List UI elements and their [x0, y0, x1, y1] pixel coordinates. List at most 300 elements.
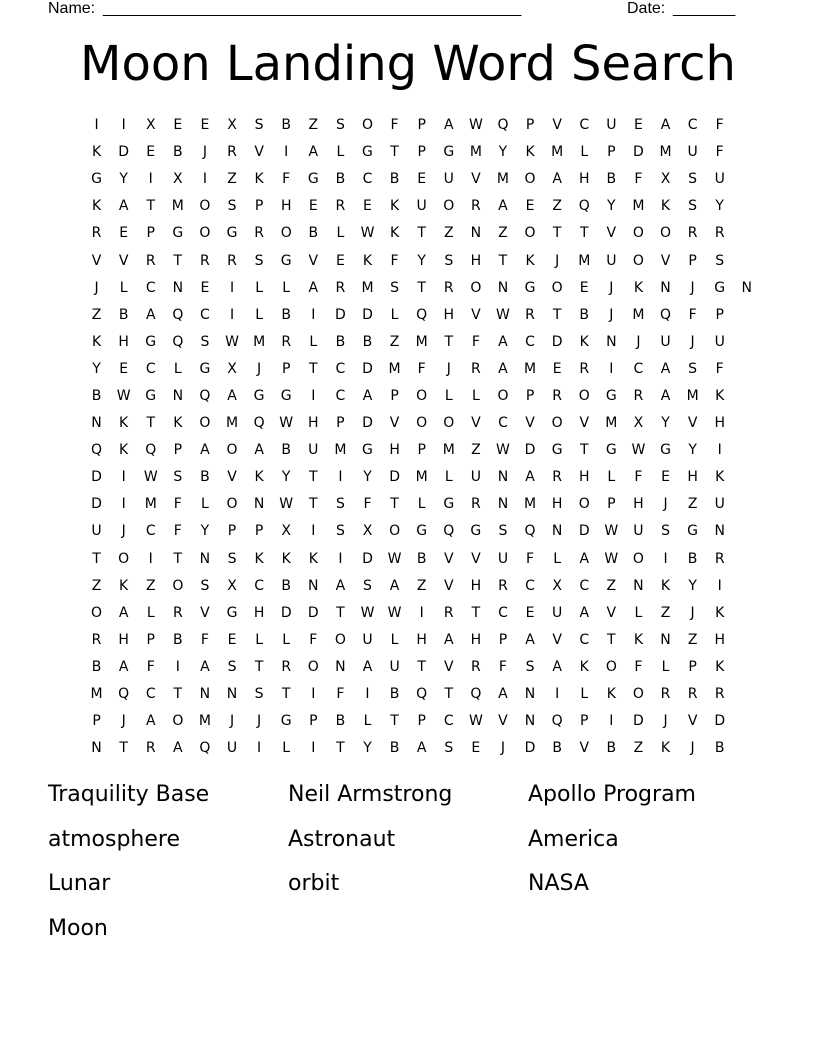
grid-letter: V	[579, 415, 590, 432]
grid-letter: V	[471, 171, 481, 188]
word-list-item: America	[528, 826, 619, 852]
grid-letter: P	[525, 387, 535, 404]
grid-letter: I	[229, 306, 235, 323]
grid-letter: M	[686, 387, 699, 404]
grid-letter: R	[200, 252, 210, 269]
grid-letter: T	[552, 306, 562, 323]
grid-letter: L	[553, 550, 562, 567]
grid-letter: Q	[416, 686, 428, 703]
grid-letter: I	[311, 686, 316, 703]
grid-letter: C	[145, 279, 156, 296]
grid-letter: B	[281, 442, 291, 459]
grid-letter: I	[338, 469, 343, 486]
grid-letter: P	[607, 496, 616, 513]
grid-letter: U	[606, 117, 617, 134]
grid-letter: X	[227, 577, 237, 594]
grid-letter: R	[91, 631, 102, 648]
grid-letter: G	[199, 360, 211, 377]
word-list-item: Neil Armstrong	[288, 782, 453, 807]
grid-letter: S	[688, 198, 698, 215]
grid-letter: A	[660, 117, 671, 134]
grid-row	[83, 247, 760, 274]
grid-letter: O	[199, 415, 211, 432]
grid-letter: T	[146, 415, 156, 432]
grid-letter: Y	[92, 360, 101, 377]
grid-letter: E	[146, 144, 156, 161]
grid-letter: V	[118, 252, 129, 269]
grid-letter: L	[282, 631, 291, 648]
grid-letter: B	[173, 144, 183, 161]
grid-letter: S	[444, 740, 454, 757]
grid-letter: Z	[91, 577, 102, 594]
grid-letter: O	[551, 415, 563, 432]
grid-letter: P	[417, 713, 426, 730]
word-list-item: Lunar	[48, 871, 111, 896]
grid-letter: T	[390, 496, 399, 513]
grid-letter: T	[444, 333, 454, 350]
grid-letter: J	[690, 604, 695, 621]
grid-letter: V	[552, 631, 562, 648]
grid-letter: E	[661, 469, 670, 486]
grid-letter: K	[254, 171, 264, 188]
grid-letter: V	[660, 252, 671, 269]
grid-letter: A	[660, 387, 671, 404]
grid-letter: O	[632, 225, 644, 242]
grid-letter: B	[91, 387, 102, 404]
grid-letter: Z	[687, 631, 698, 648]
grid-letter: R	[579, 360, 590, 377]
grid-letter: N	[606, 333, 617, 350]
grid-letter: L	[336, 225, 345, 242]
grid-row	[83, 464, 760, 491]
grid-letter: R	[470, 198, 481, 215]
grid-letter: P	[498, 631, 508, 648]
grid-row	[83, 383, 760, 410]
grid-letter: B	[200, 469, 210, 486]
grid-letter: X	[227, 360, 237, 377]
grid-letter: N	[199, 550, 211, 567]
grid-letter: I	[609, 713, 614, 730]
grid-letter: M	[253, 333, 266, 350]
grid-letter: B	[714, 740, 725, 757]
grid-letter: I	[663, 550, 668, 567]
grid-letter: D	[91, 469, 102, 486]
grid-letter: G	[91, 171, 102, 188]
grid-letter: F	[390, 117, 399, 134]
grid-letter: T	[281, 686, 291, 703]
grid-letter: K	[579, 658, 589, 675]
grid-letter: F	[173, 496, 182, 513]
grid-letter: F	[282, 171, 291, 188]
grid-letter: Z	[145, 577, 156, 594]
grid-letter: Z	[660, 604, 671, 621]
grid-letter: T	[579, 442, 589, 459]
grid-letter: F	[526, 550, 535, 567]
grid-letter: N	[470, 225, 482, 242]
grid-letter: J	[690, 333, 695, 350]
grid-letter: N	[741, 279, 753, 296]
grid-letter: N	[172, 279, 184, 296]
grid-letter: M	[659, 144, 672, 161]
grid-letter: M	[90, 686, 103, 703]
grid-letter: M	[469, 144, 482, 161]
grid-letter: A	[498, 360, 508, 377]
grid-letter: T	[309, 469, 318, 486]
grid-letter: T	[254, 658, 264, 675]
grid-letter: G	[226, 225, 238, 242]
grid-letter: P	[417, 442, 426, 459]
grid-letter: R	[443, 279, 454, 296]
grid-letter: D	[578, 523, 590, 540]
grid-letter: M	[632, 198, 645, 215]
grid-letter: S	[200, 577, 210, 594]
grid-letter: N	[226, 686, 238, 703]
grid-letter: H	[578, 171, 590, 188]
grid-letter: E	[335, 252, 345, 269]
grid-letter: N	[308, 577, 319, 594]
grid-letter: V	[227, 469, 237, 486]
grid-letter: B	[552, 740, 562, 757]
grid-letter: R	[714, 225, 725, 242]
grid-letter: P	[688, 658, 697, 675]
grid-letter: J	[446, 360, 451, 377]
grid-letter: E	[119, 225, 129, 242]
grid-letter: G	[660, 442, 671, 459]
grid-letter: O	[199, 198, 211, 215]
grid-letter: K	[119, 415, 129, 432]
grid-letter: Y	[715, 198, 724, 215]
grid-letter: Y	[363, 469, 372, 486]
grid-letter: F	[390, 252, 399, 269]
grid-letter: E	[308, 198, 318, 215]
grid-letter: A	[118, 604, 129, 621]
grid-letter: S	[715, 252, 725, 269]
grid-letter: A	[579, 604, 590, 621]
grid-letter: F	[309, 631, 318, 648]
grid-letter: L	[255, 279, 264, 296]
grid-row	[83, 627, 760, 654]
grid-row	[83, 275, 760, 302]
grid-letter: A	[660, 360, 671, 377]
grid-letter: Q	[199, 740, 211, 757]
grid-letter: C	[498, 415, 508, 432]
grid-row	[83, 166, 760, 193]
grid-letter: L	[444, 387, 453, 404]
grid-letter: O	[632, 686, 644, 703]
grid-letter: I	[229, 279, 235, 296]
grid-letter: V	[471, 415, 481, 432]
grid-letter: W	[604, 523, 619, 540]
grid-letter: U	[470, 469, 481, 486]
grid-letter: L	[471, 387, 480, 404]
grid-letter: S	[498, 523, 508, 540]
grid-letter: E	[119, 360, 129, 377]
grid-letter: L	[390, 306, 399, 323]
grid-letter: Q	[660, 306, 672, 323]
grid-letter: S	[254, 117, 264, 134]
grid-row	[83, 491, 760, 518]
grid-letter: U	[714, 171, 725, 188]
grid-letter: C	[200, 306, 210, 323]
grid-letter: K	[525, 252, 535, 269]
grid-letter: O	[578, 496, 590, 513]
grid-letter: N	[199, 686, 211, 703]
grid-letter: M	[225, 415, 239, 432]
grid-letter: P	[254, 198, 264, 215]
grid-letter: P	[525, 117, 535, 134]
grid-letter: D	[362, 306, 373, 323]
grid-letter: C	[145, 360, 156, 377]
grid-letter: U	[497, 550, 509, 567]
grid-letter: W	[496, 442, 510, 459]
grid-letter: Z	[552, 198, 562, 215]
grid-letter: E	[173, 117, 183, 134]
grid-letter: O	[172, 713, 184, 730]
grid-row	[83, 708, 760, 735]
grid-letter: R	[470, 496, 481, 513]
grid-letter: C	[335, 387, 346, 404]
grid-letter: T	[498, 252, 508, 269]
grid-letter: D	[633, 713, 644, 730]
grid-letter: I	[148, 171, 153, 188]
grid-letter: S	[173, 469, 183, 486]
grid-letter: K	[254, 550, 264, 567]
grid-letter: L	[282, 740, 291, 757]
grid-letter: H	[280, 198, 292, 215]
grid-letter: A	[254, 442, 264, 459]
grid-letter: X	[227, 117, 237, 134]
grid-letter: R	[227, 252, 237, 269]
grid-letter: R	[552, 469, 562, 486]
grid-letter: L	[417, 496, 426, 513]
grid-letter: T	[92, 550, 101, 567]
grid-letter: J	[229, 713, 235, 730]
grid-letter: I	[121, 117, 126, 134]
grid-letter: M	[496, 171, 509, 188]
grid-letter: K	[715, 387, 725, 404]
grid-letter: G	[470, 523, 482, 540]
word-list-item: orbit	[288, 871, 340, 896]
grid-letter: Z	[443, 225, 454, 242]
grid-letter: Y	[688, 577, 697, 594]
grid-letter: T	[471, 604, 481, 621]
grid-letter: R	[281, 658, 292, 675]
grid-letter: T	[309, 360, 318, 377]
grid-letter: I	[121, 469, 126, 486]
grid-letter: W	[604, 550, 619, 567]
grid-letter: G	[524, 279, 536, 296]
grid-letter: C	[145, 523, 156, 540]
grid-letter: O	[361, 117, 373, 134]
grid-letter: K	[660, 577, 671, 594]
grid-letter: H	[470, 631, 482, 648]
grid-letter: A	[308, 279, 319, 296]
grid-letter: L	[634, 604, 643, 621]
grid-letter: Z	[227, 171, 237, 188]
grid-letter: G	[443, 144, 455, 161]
grid-letter: W	[468, 713, 483, 730]
grid-letter: R	[335, 198, 346, 215]
grid-letter: A	[416, 740, 427, 757]
grid-letter: M	[524, 360, 537, 377]
grid-letter: N	[91, 740, 102, 757]
grid-letter: O	[524, 225, 536, 242]
grid-letter: F	[417, 360, 426, 377]
grid-letter: Q	[118, 686, 130, 703]
grid-letter: M	[388, 360, 401, 377]
grid-letter: O	[660, 225, 672, 242]
grid-letter: Z	[498, 225, 508, 242]
grid-letter: K	[254, 469, 264, 486]
grid-letter: Q	[416, 306, 428, 323]
grid-letter: W	[631, 442, 646, 459]
grid-letter: J	[609, 279, 614, 296]
grid-letter: C	[579, 117, 590, 134]
grid-letter: K	[606, 686, 616, 703]
grid-letter: U	[714, 333, 725, 350]
grid-letter: T	[444, 686, 454, 703]
grid-letter: O	[226, 442, 238, 459]
grid-letter: D	[362, 550, 373, 567]
grid-letter: H	[308, 415, 319, 432]
grid-letter: O	[578, 387, 590, 404]
grid-row	[83, 735, 760, 762]
grid-letter: K	[389, 225, 400, 242]
grid-letter: N	[91, 415, 102, 432]
grid-letter: G	[362, 442, 373, 459]
grid-letter: Z	[91, 306, 102, 323]
letter-grid	[83, 112, 760, 762]
grid-letter: O	[416, 387, 428, 404]
grid-letter: W	[360, 604, 375, 621]
grid-letter: D	[362, 360, 373, 377]
grid-letter: T	[607, 631, 616, 648]
grid-letter: C	[633, 360, 644, 377]
grid-letter: Q	[91, 442, 103, 459]
grid-letter: M	[605, 415, 618, 432]
grid-letter: F	[715, 117, 724, 134]
grid-letter: W	[468, 117, 483, 134]
grid-letter: T	[336, 604, 345, 621]
grid-letter: W	[279, 415, 294, 432]
grid-letter: W	[116, 387, 131, 404]
grid-row	[83, 654, 760, 681]
grid-letter: X	[552, 577, 562, 594]
grid-letter: J	[121, 523, 126, 540]
grid-letter: Q	[443, 523, 455, 540]
grid-letter: Y	[119, 171, 128, 188]
grid-letter: Y	[607, 198, 616, 215]
grid-letter: S	[200, 333, 210, 350]
grid-letter: F	[715, 360, 724, 377]
grid-letter: E	[579, 279, 589, 296]
grid-letter: V	[443, 658, 454, 675]
grid-letter: I	[121, 496, 126, 513]
grid-letter: M	[415, 469, 428, 486]
grid-letter: Q	[172, 333, 184, 350]
grid-letter: F	[498, 658, 507, 675]
grid-letter: G	[280, 252, 292, 269]
grid-letter: F	[173, 523, 182, 540]
grid-letter: E	[525, 198, 535, 215]
grid-letter: V	[498, 713, 508, 730]
grid-letter: R	[498, 577, 508, 594]
grid-letter: I	[202, 171, 207, 188]
grid-letter: M	[551, 144, 564, 161]
grid-letter: B	[416, 550, 427, 567]
grid-letter: Z	[389, 333, 400, 350]
grid-letter: I	[284, 144, 289, 161]
grid-letter: C	[145, 686, 156, 703]
grid-letter: R	[145, 252, 156, 269]
grid-letter: G	[172, 225, 184, 242]
grid-letter: O	[551, 279, 563, 296]
grid-letter: K	[715, 658, 725, 675]
grid-letter: Y	[200, 523, 210, 540]
grid-letter: Q	[253, 415, 265, 432]
grid-row	[83, 220, 760, 247]
grid-letter: J	[555, 252, 560, 269]
grid-letter: D	[91, 496, 102, 513]
grid-letter: J	[690, 740, 695, 757]
grid-letter: C	[498, 604, 508, 621]
grid-letter: N	[497, 496, 509, 513]
grid-letter: E	[200, 117, 210, 134]
grid-letter: G	[416, 523, 428, 540]
grid-letter: T	[309, 496, 318, 513]
grid-letter: P	[688, 252, 697, 269]
grid-letter: W	[496, 306, 510, 323]
grid-letter: U	[362, 631, 373, 648]
grid-letter: B	[579, 306, 590, 323]
grid-letter: R	[227, 144, 237, 161]
grid-letter: B	[389, 740, 400, 757]
grid-letter: G	[145, 333, 157, 350]
grid-letter: N	[524, 686, 536, 703]
grid-letter: D	[118, 144, 130, 161]
grid-letter: A	[335, 577, 346, 594]
grid-letter: K	[281, 550, 291, 567]
grid-letter: U	[443, 171, 454, 188]
grid-letter: E	[552, 360, 562, 377]
grid-letter: K	[91, 144, 102, 161]
grid-letter: V	[687, 713, 698, 730]
grid-letter: I	[419, 604, 424, 621]
grid-letter: A	[389, 577, 400, 594]
grid-letter: R	[525, 306, 535, 323]
grid-letter: L	[119, 279, 128, 296]
grid-letter: J	[636, 333, 641, 350]
grid-letter: F	[336, 686, 345, 703]
grid-letter: L	[336, 144, 345, 161]
grid-letter: Z	[471, 442, 481, 459]
grid-letter: J	[94, 279, 99, 296]
grid-letter: L	[390, 631, 399, 648]
grid-letter: L	[282, 279, 291, 296]
grid-letter: J	[500, 740, 506, 757]
grid-letter: P	[336, 415, 345, 432]
grid-letter: V	[471, 550, 481, 567]
grid-letter: A	[145, 713, 156, 730]
grid-letter: B	[335, 713, 346, 730]
grid-letter: P	[173, 442, 183, 459]
grid-letter: U	[687, 144, 698, 161]
grid-letter: N	[524, 713, 536, 730]
grid-letter: D	[362, 415, 373, 432]
grid-letter: A	[227, 387, 237, 404]
grid-letter: V	[579, 740, 590, 757]
grid-letter: O	[605, 658, 617, 675]
